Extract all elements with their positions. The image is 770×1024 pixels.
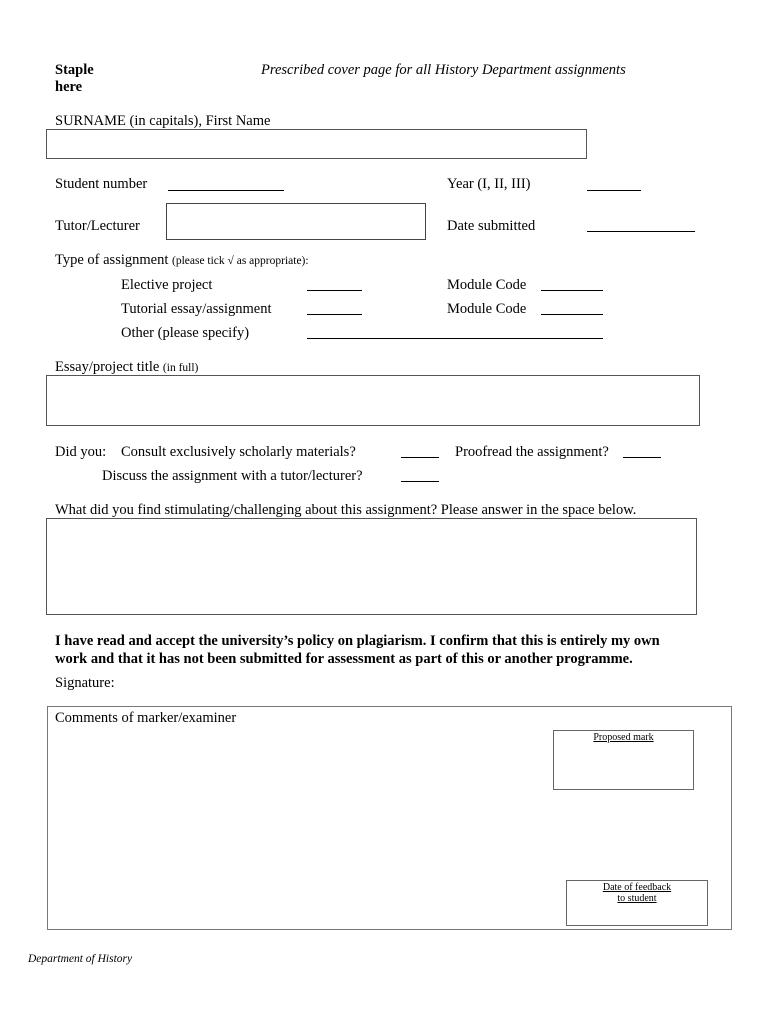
proposed-mark-label: Proposed mark [593,732,654,743]
module-code-field-2[interactable] [541,314,603,315]
checklist-proofread-field[interactable] [623,457,661,458]
module-code-label-1: Module Code [447,277,527,293]
option-elective-tick-field[interactable] [307,290,362,291]
option-other-label: Other (please specify) [121,325,250,341]
module-code-label-2: Module Code [447,301,527,317]
date-submitted-label: Date submitted [447,218,536,234]
checklist-scholarly-field[interactable] [401,457,439,458]
assignment-type-label: Type of assignment [55,252,169,268]
student-number-field[interactable] [168,190,284,191]
feedback-date-label-line2: to student [617,893,657,904]
tutor-label: Tutor/Lecturer [55,218,140,234]
tutor-field[interactable] [166,203,426,240]
year-field[interactable] [587,190,641,191]
essay-title-field[interactable] [46,375,700,426]
student-number-label: Student number [55,176,148,192]
surname-field[interactable] [46,129,587,159]
option-other-specify-field[interactable] [307,338,603,339]
reflection-question: What did you find stimulating/challenging about this assignment? Please answer in the space below. [55,502,637,518]
option-tutorial-label: Tutorial essay/assignment [121,301,272,317]
essay-title-hint: (in full) [162,362,199,374]
signature-label: Signature: [55,675,115,691]
module-code-field-1[interactable] [541,290,603,291]
checklist-item-proofread: Proofread the assignment? [455,444,609,460]
staple-label-line1: Staple [55,62,94,78]
option-elective-label: Elective project [121,277,213,293]
feedback-date-label-line1: Date of feedback [602,882,672,893]
checklist-discuss-field[interactable] [401,481,439,482]
essay-title-label: Essay/project title [55,359,160,375]
declaration-line1: I have read and accept the university’s policy on plagiarism. I confirm that this is entirely my own [55,633,660,649]
declaration-line2: work and that it has not been submitted for assessment as part of this or another programme. [55,651,633,667]
assignment-type-heading [55,252,309,269]
page-title: Prescribed cover page for all History Department assignments [261,62,626,78]
marker-comments-label: Comments of marker/examiner [55,710,237,726]
checklist-item-scholarly: Consult exclusively scholarly materials? [121,444,356,460]
feedback-date-box[interactable] [566,880,708,926]
staple-label-line2: here [55,79,83,95]
checklist-prefix: Did you: [55,444,107,460]
assignment-type-hint: (please tick √ as appropriate): [171,255,309,267]
checklist-item-discuss: Discuss the assignment with a tutor/lecturer? [102,468,363,484]
date-submitted-field[interactable] [587,231,695,232]
proposed-mark-box[interactable] [553,730,694,790]
year-label: Year (I, II, III) [447,176,531,192]
essay-title-heading [55,359,198,376]
option-tutorial-tick-field[interactable] [307,314,362,315]
footer-department: Department of History [28,953,133,965]
surname-label: SURNAME (in capitals), First Name [55,113,271,129]
reflection-answer-field[interactable] [46,518,697,615]
